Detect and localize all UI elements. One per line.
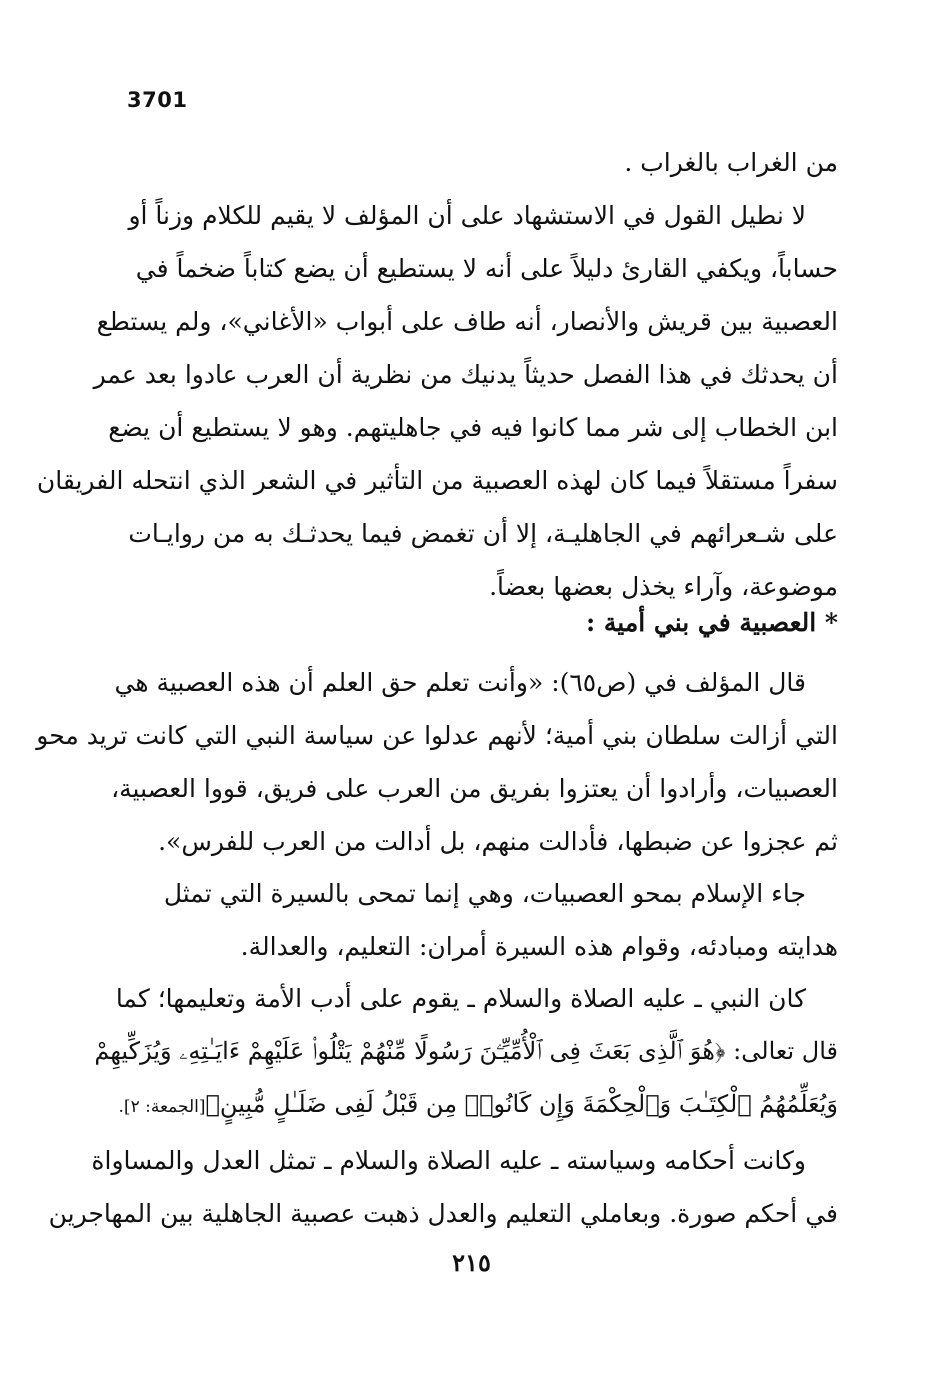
text-line: سفراً مستقلاً فيما كان لهذه العصبية من التأثير في الشعر الذي انتحله الفريقان	[36, 466, 838, 495]
text-line: ثم عجزوا عن ضبطها، فأدالت منهم، بل أدالت من العرب للفرس».	[158, 827, 838, 856]
text-line: أن يحدثك في هذا الفصل حديثاً يدنيك من نظرية أن العرب عادوا بعد عمر	[93, 360, 838, 389]
paragraph-prophet	[94, 972, 838, 1134]
text-line: في أحكم صورة. وبعاملي التعليم والعدل ذهبت عصبية الجاهلية بين المهاجرين	[48, 1199, 838, 1228]
text-line: هدايته ومبادئه، وقوام هذه السيرة أمران: التعليم، والعدالة.	[240, 932, 838, 961]
paragraph-justice	[48, 1134, 838, 1240]
text-line: حساباً، ويكفي القارئ دليلاً على أنه لا يستطيع أن يضع كتاباً ضخماً في	[135, 254, 838, 283]
text-line: العصبيات، وأرادوا أن يعتزوا بفريق من العرب على فريق، قووا العصبية،	[111, 774, 838, 803]
verse-line: قال تعالى: ﴿هُوَ ٱلَّذِى بَعَثَ فِى ٱلْأُمِّيِّـۧنَ رَسُولًا مِّنْهُمْ يَتْلُوا۟ عَلَيْهِمْ ءَايَـٰتِهِۦ وَيُزَكِّيهِمْ	[94, 1037, 838, 1065]
verse-citation: [الجمعة: ٢].	[118, 1097, 206, 1117]
page-number: ٢١٥	[452, 1248, 491, 1277]
verse-text: وَيُعَلِّمُهُمُ ٱلْكِتَـٰبَ وَٱلْحِكْمَةَ وَإِن كَانُوا۟ مِن قَبْلُ لَفِى ضَلَـٰلٍ مُّبِينٍ﴾	[205, 1090, 838, 1118]
text-line: ابن الخطاب إلى شر مما كانوا فيه في جاهليتهم. وهو لا يستطيع أن يضع	[108, 413, 838, 442]
section-heading: * العصبية في بني أمية :	[585, 608, 838, 637]
paragraph-islam	[126, 867, 838, 973]
text-line: من الغراب بالغراب .	[624, 148, 838, 177]
text-line: جاء الإسلام بمحو العصبيات، وهي إنما تمحى بالسيرة التي تمثل	[163, 879, 806, 908]
text-line: لا نطيل القول في الاستشهاد على أن المؤلف لا يقيم للكلام وزناً أو	[128, 201, 806, 230]
paragraph-quote	[36, 656, 838, 868]
text-line: العصبية بين قريش والأنصار، أنه طاف على أبواب «الأغاني»، ولم يستطع	[96, 307, 838, 336]
text-line: قال المؤلف في (ص٦٥): «وأنت تعلم حق العلم أن هذه العصبية هي	[114, 668, 806, 697]
text-line: وكانت أحكامه وسياسته ـ عليه الصلاة والسلام ـ تمثل العدل والمساواة	[91, 1146, 806, 1175]
text-line: على شـعرائهم في الجاهليـة، إلا أن تغمض فيما يحدثـك به من روايـات	[128, 519, 838, 548]
paragraph-critique	[36, 189, 838, 613]
text-line: التي أزالت سلطان بني أمية؛ لأنهم عدلوا عن سياسة النبي التي كانت تريد محو	[36, 721, 838, 750]
text-line: موضوعة، وآراء يخذل بعضها بعضاً.	[489, 572, 838, 601]
paragraph-continuation	[126, 136, 838, 189]
verse-line	[118, 1078, 838, 1134]
page-top-number: 3701	[127, 88, 188, 112]
text-line: كان النبي ـ عليه الصلاة والسلام ـ يقوم على أدب الأمة وتعليمها؛ كما	[115, 984, 806, 1013]
